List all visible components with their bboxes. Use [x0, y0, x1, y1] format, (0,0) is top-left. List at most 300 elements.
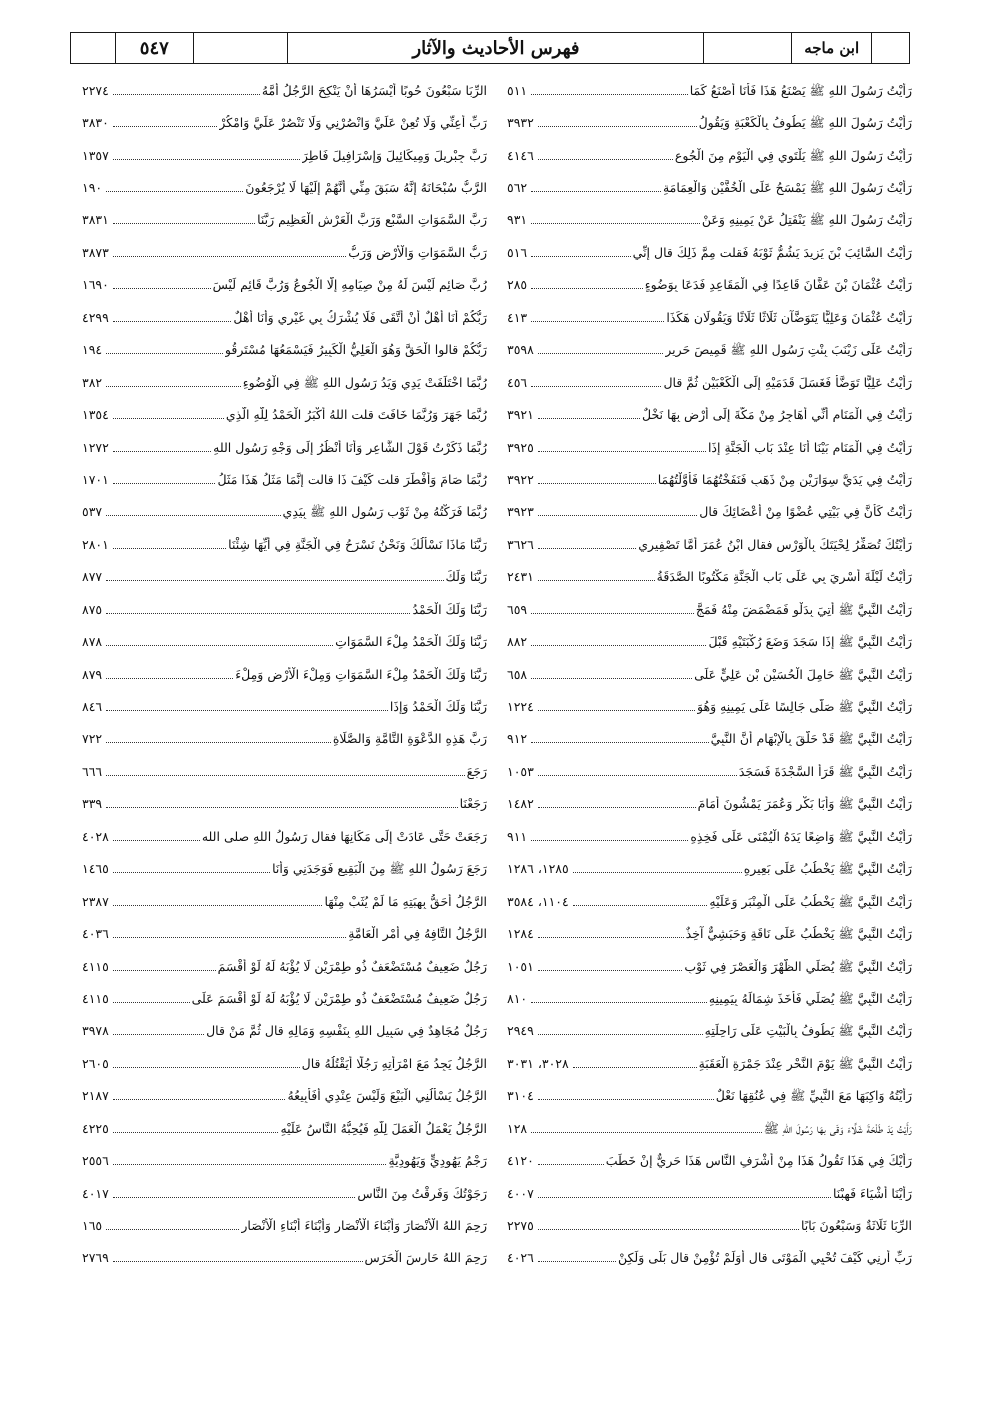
index-entry [507, 463, 912, 495]
hadith-reference-number: ٣٠٢٨، ٣٠٣١ [507, 1055, 569, 1071]
leader-dots [106, 353, 223, 354]
leader-dots [531, 288, 643, 289]
hadith-incipit: رَبُّكُمْ أَنَا أَهْلٌ أَنْ أُتَّقَى فَلَا يُشْرَكُ بِي غَيْرِي وَأَنَا أَهْلٌ [233, 309, 487, 325]
leader-dots [573, 1067, 697, 1068]
hadith-incipit: رَجَعَ رَسُولُ اللهِ ﷺ مِنَ الْبَقِيعِ فَوَجَدَنِي وَأَنَا [272, 861, 487, 877]
index-entry [82, 366, 487, 398]
hadith-incipit: رَجَعَ [466, 763, 487, 779]
hadith-reference-number: ٣٩٧٨ [82, 1023, 109, 1039]
index-entry [82, 1209, 487, 1241]
leader-dots [573, 872, 742, 873]
index-entry [82, 593, 487, 625]
leader-dots [573, 905, 708, 906]
hadith-reference-number: ٤٠٢٦ [507, 1250, 534, 1266]
hadith-incipit: رَأَيْتُ النَّبِيَّ ﷺ يُصَلِّي الظُّهْرَ وَالْعَصْرَ فِي ثَوْبٍ [684, 958, 912, 974]
page-number: ٥٤٧ [116, 33, 194, 63]
hadith-reference-number: ١٢٨٥، ١٢٨٦ [507, 861, 569, 877]
page-header [70, 32, 910, 64]
index-entry [82, 820, 487, 852]
hadith-reference-number: ٢٩٤٩ [507, 1023, 534, 1039]
hadith-reference-number: ٣٨٢ [82, 374, 103, 390]
index-entry [82, 1015, 487, 1047]
leader-dots [113, 159, 300, 160]
hadith-incipit: رَبِّ أَعِنِّي وَلَا تُعِنْ عَلَيَّ وَانْصُرْنِي وَلَا تَنْصُرْ عَلَيَّ وَامْكُرْ [219, 115, 487, 131]
hadith-reference-number: ٣٩٣٢ [507, 115, 534, 131]
leader-dots [531, 840, 688, 841]
hadith-reference-number: ٤٠٣٦ [82, 926, 109, 942]
leader-dots [113, 1002, 190, 1003]
hadith-reference-number: ٨١٠ [507, 990, 528, 1006]
hadith-reference-number: ٢٨٠١ [82, 536, 109, 552]
index-entry [82, 398, 487, 430]
hadith-incipit: رَبَّ السَّمَوَاتِ السَّبْعِ وَرَبَّ الْعَرْشِ الْعَظِيمِ رَبَّنَا [257, 212, 487, 228]
hadith-incipit: رَبُّ السَّمَوَاتِ وَالْأَرْضِ وَرَبُّ [348, 244, 487, 260]
index-entry [82, 431, 487, 463]
index-columns [82, 74, 912, 1274]
hadith-reference-number: ٥٦٢ [507, 180, 528, 196]
index-entry [82, 106, 487, 138]
hadith-incipit: الرِّبَا سَبْعُونَ حُوبًا أَيْسَرُهَا أَنْ يَنْكِحَ الرَّجُلُ أُمَّهُ [261, 82, 487, 98]
leader-dots [113, 418, 224, 419]
hadith-incipit: رَأَيْتُ النَّبِيَّ ﷺ يَطُوفُ بِالْبَيْتِ عَلَى رَاحِلَتِهِ [704, 1023, 912, 1039]
leader-dots [113, 1197, 355, 1198]
hadith-incipit: رَأَيْتُ فِي الْمَنَامِ بَيْنَا أَنَا عِنْدَ بَابِ الْجَنَّةِ إِذَا [707, 439, 912, 455]
leader-dots [106, 1229, 239, 1230]
hadith-reference-number: ٨٧٨ [82, 634, 103, 650]
hadith-incipit: رَأَيْتُ كَأَنَّ فِي بَيْتِي عُضْوًا مِنْ أَعْضَائِكَ قال [699, 504, 912, 520]
hadith-incipit: رُبَّمَا جَهَرَ وَرُبَّمَا خَافَتَ قلت اللهُ أَكْبَرُ الْحَمْدُ لِلَّهِ الَّذِي [225, 407, 487, 423]
hadith-incipit: رَأَيْتُ النَّبِيَّ ﷺ يَخْطُبُ عَلَى الْمِنْبَرِ وَعَلَيْهِ [709, 893, 912, 909]
index-entry [507, 1209, 912, 1241]
header-blank-cell [71, 33, 116, 63]
hadith-reference-number: ١٢٢٤ [507, 699, 534, 715]
hadith-incipit: رَأَيْتُ عُثْمَانَ وَعَلِيًّا يَتَوَضَّآنِ ثَلَاثًا ثَلَاثًا وَيَقُولَانِ هَكَذَا [666, 309, 912, 325]
index-entry [82, 1047, 487, 1079]
hadith-incipit: رَبَّنَا مَاذَا نَسْأَلُكَ وَنَحْنُ نَسْرَحُ فِي الْجَنَّةِ فِي أَيِّهَا شِئْنَا [228, 536, 487, 552]
index-entry [507, 1242, 912, 1274]
index-entry [507, 528, 912, 560]
hadith-incipit: رَأَيْتُ النَّبِيَّ ﷺ يُصَلِّي فَأَخَذَ شِمَالَهُ بِيَمِينِهِ [708, 990, 912, 1006]
index-entry [82, 561, 487, 593]
hadith-reference-number: ٨٧٩ [82, 666, 103, 682]
index-entry [507, 1015, 912, 1047]
index-entry [507, 982, 912, 1014]
leader-dots [113, 1261, 363, 1262]
leader-dots [538, 515, 697, 516]
hadith-reference-number: ٧٢٢ [82, 731, 103, 747]
hadith-reference-number: ١٤٨٢ [507, 796, 534, 812]
hadith-reference-number: ٩١١ [507, 828, 528, 844]
index-entry [82, 853, 487, 885]
hadith-reference-number: ٦٦٦ [82, 763, 103, 779]
hadith-reference-number: ١١٠٤، ٣٥٨٤ [507, 893, 569, 909]
header-blank-cell [704, 33, 792, 63]
leader-dots [538, 1229, 799, 1230]
index-entry [507, 269, 912, 301]
hadith-incipit: رُبَّمَا ذَكَرْتُ قَوْلَ الشَّاعِرِ وَأَنَا أَنْظُرُ إِلَى وَجْهِ رَسُولِ اللهِ [213, 439, 487, 455]
leader-dots [531, 1002, 707, 1003]
hadith-incipit: رَجَعَتْ حَتَّى عَادَتْ إِلَى مَكَانِهَا فقال رَسُولُ اللهِ صلى الله [201, 828, 487, 844]
hadith-reference-number: ٤٠٢٨ [82, 828, 109, 844]
hadith-incipit: رَأَيْتُ النَّبِيَّ ﷺ أُتِيَ بِدَلْوٍ فَمَضْمَضَ مِنْهُ فَمَجَّ [695, 601, 912, 617]
page-title: فهرس الأحاديث والآثار [288, 33, 704, 63]
hadith-reference-number: ٢٨٥ [507, 277, 528, 293]
hadith-reference-number: ٢٥٥٦ [82, 1153, 109, 1169]
index-entry [82, 301, 487, 333]
index-entry [507, 593, 912, 625]
hadith-incipit: رَأَيْتُ النَّبِيَّ ﷺ وَأَبَا بَكْرٍ وَعُمَرَ يَمْشُونَ أَمَامَ [697, 796, 912, 812]
leader-dots [113, 1132, 279, 1133]
index-entry [507, 561, 912, 593]
hadith-reference-number: ٩١٢ [507, 731, 528, 747]
hadith-reference-number: ٣٥٩٨ [507, 342, 534, 358]
hadith-reference-number: ٤١٣ [507, 309, 528, 325]
index-entry [507, 301, 912, 333]
hadith-incipit: رَبِّ أَرِنِي كَيْفَ تُحْيِي الْمَوْتَى قال أَوَلَمْ تُؤْمِنْ قال بَلَى وَلَكِنْ [617, 1250, 912, 1266]
index-entry [82, 204, 487, 236]
hadith-reference-number: ١٤٦٥ [82, 861, 109, 877]
hadith-incipit: رَأَيْتُ السَّائِبَ بْنَ يَزِيدَ يَشُمُّ ثَوْبَهُ فَقلت مِمَّ ذَلِكَ قال إِنِّي [632, 244, 912, 260]
hadith-reference-number: ٥١١ [507, 82, 528, 98]
leader-dots [113, 321, 232, 322]
index-entry [82, 236, 487, 268]
hadith-incipit: رَأَيْتُكَ تُصَفِّرُ لِحْيَتَكَ بِالْوَرْسِ فقال ابْنُ عُمَرَ أَمَّا تَصْفِيرِي [638, 536, 912, 552]
leader-dots [106, 645, 333, 646]
hadith-reference-number: ٣٨٧٣ [82, 244, 109, 260]
leader-dots [538, 1197, 831, 1198]
index-entry [82, 917, 487, 949]
hadith-incipit: رَأَيْتُ يَدَ طَلْحَةَ شَلَّاءَ وَقَى بِهَا رَسُولَ اللهِ ﷺ [763, 1120, 912, 1136]
hadith-reference-number: ٥٣٧ [82, 504, 103, 520]
hadith-reference-number: ١٣٥٤ [82, 407, 109, 423]
leader-dots [538, 1164, 604, 1165]
leader-dots [106, 191, 243, 192]
index-entry [82, 885, 487, 917]
hadith-incipit: رَأَيْتُ النَّبِيَّ ﷺ يَوْمَ النَّحْرِ عِنْدَ جَمْرَةِ الْعَقَبَةِ [698, 1055, 912, 1071]
index-entry [507, 398, 912, 430]
leader-dots [531, 191, 661, 192]
hadith-incipit: رَأَيْتُ فِي الْمَنَامِ أَنِّي أُهَاجِرُ مِنْ مَكَّةَ إِلَى أَرْضٍ بِهَا نَخْلٌ [642, 407, 912, 423]
hadith-incipit: رَجُلٌ مُجَاهِدٌ فِي سَبِيلِ اللهِ بِنَفْسِهِ وَمَالِهِ قال ثُمَّ مَنْ قال [206, 1023, 487, 1039]
index-entry [507, 139, 912, 171]
hadith-incipit: رَجُلٌ ضَعِيفٌ مُسْتَضْعَفٌ ذُو طِمْرَيْنِ لَا يُؤْبَهُ لَهُ لَوْ أَقْسَمَ [217, 958, 487, 974]
hadith-incipit: رَأَيْتُ رَسُولَ اللهِ ﷺ يَمْسَحُ عَلَى الْخُفَّيْنِ وَالْعِمَامَةِ [662, 180, 912, 196]
hadith-incipit: الرَّجُلُ التَّافِهُ فِي أَمْرِ الْعَامَّةِ [348, 926, 487, 942]
book-name: ابن ماجه [792, 33, 872, 63]
leader-dots [113, 94, 260, 95]
hadith-reference-number: ٤٠١٧ [82, 1185, 109, 1201]
hadith-incipit: رَأَيْتُ النَّبِيَّ ﷺ وَاضِعًا يَدَهُ الْيُمْنَى عَلَى فَخِذِهِ [690, 828, 912, 844]
hadith-incipit: رَأَيْنَا أَشْيَاءَ فَهِبْنَا [832, 1185, 912, 1201]
leader-dots [106, 775, 464, 776]
leader-dots [113, 548, 226, 549]
index-entry [82, 788, 487, 820]
hadith-reference-number: ٤١٤٦ [507, 147, 534, 163]
leader-dots [113, 1067, 300, 1068]
index-entry [82, 723, 487, 755]
hadith-incipit: رَأَيْتُ رَسُولَ اللهِ ﷺ يَصْنَعُ هَذَا فَأَنَا أَصْنَعُ كَمَا [689, 82, 912, 98]
hadith-incipit: رَأَيْتُ رَسُولَ اللهِ ﷺ يَلْتَوِي فِي الْيَوْمِ مِنَ الْجُوعِ [674, 147, 912, 163]
hadith-reference-number: ١٩٠ [82, 180, 103, 196]
hadith-incipit: رَأَيْتُهُ وَاكِبَهَا مَعَ النَّبِيِّ ﷺ فِي عُنُقِهَا نَعْلٌ [715, 1088, 912, 1104]
leader-dots [538, 548, 636, 549]
leader-dots [538, 159, 673, 160]
leader-dots [113, 937, 346, 938]
hadith-incipit: رَأَيْتُ لَيْلَةَ أُسْرِيَ بِي عَلَى بَابِ الْجَنَّةِ مَكْتُوبًا الصَّدَقَةُ [656, 569, 912, 585]
leader-dots [531, 94, 688, 95]
index-entry [507, 334, 912, 366]
index-entry [82, 658, 487, 690]
index-entry [82, 1177, 487, 1209]
leader-dots [538, 1034, 703, 1035]
hadith-incipit: رَجْمُ يَهُودِيٍّ وَيَهُودِيَّةٍ [388, 1153, 487, 1169]
hadith-incipit: رَبَّنَا وَلَكَ الْحَمْدُ مِلْءَ السَّمَوَاتِ [335, 634, 487, 650]
hadith-incipit: رَأَيْكَ فِي هَذَا تَقُولُ هَذَا مِنْ أَشْرَفِ النَّاسِ هَذَا حَرِيٌّ إِنْ خَطَبَ [605, 1153, 912, 1169]
hadith-incipit: رَأَيْتُ النَّبِيَّ ﷺ صَلَّى جَالِسًا عَلَى يَمِينِهِ وَهُوَ [697, 699, 912, 715]
leader-dots [531, 223, 700, 224]
hadith-incipit: رَأَيْتُ رَسُولَ اللهِ ﷺ يَنْفَتِلُ عَنْ يَمِينِهِ وَعَنْ [701, 212, 912, 228]
index-entry [507, 917, 912, 949]
index-entry [82, 463, 487, 495]
hadith-incipit: رَأَيْتُ عُثْمَانَ بْنَ عَفَّانَ قَاعِدًا فِي الْمَقَاعِدِ فَدَعَا بِوَضُوءٍ [644, 277, 912, 293]
index-entry [82, 950, 487, 982]
index-entry [82, 1144, 487, 1176]
index-entry [507, 625, 912, 657]
leader-dots [106, 742, 331, 743]
hadith-reference-number: ٣٨٣٠ [82, 115, 109, 131]
hadith-reference-number: ٤٢٩٩ [82, 309, 109, 325]
hadith-incipit: رَحِمَ اللهُ الْأَنْصَارَ وَأَبْنَاءَ الْأَنْصَارِ وَأَبْنَاءَ أَبْنَاءِ الْأَنْصَارِ [241, 1218, 487, 1234]
index-entry [82, 496, 487, 528]
hadith-reference-number: ١٢٨ [507, 1120, 528, 1136]
index-entry [507, 690, 912, 722]
hadith-incipit: رُبَّمَا صَامَ وَأَفْطَرَ قلت كَيْفَ ذَا قالت إِنَّمَا مَثَلُ هَذَا مَثَلُ [217, 471, 487, 487]
hadith-incipit: رَبَّنَا وَلَكَ الْحَمْدُ مِلْءَ السَّمَوَاتِ وَمِلْءَ الْأَرْضِ وَمِلْءَ [235, 666, 487, 682]
hadith-reference-number: ٢٧٦٩ [82, 1250, 109, 1266]
hadith-reference-number: ١٩٤ [82, 342, 103, 358]
index-entry [507, 236, 912, 268]
leader-dots [113, 970, 216, 971]
hadith-incipit: الرَّجُلُ يَعْمَلُ الْعَمَلَ لِلَّهِ فَيُحِبُّهُ النَّاسُ عَلَيْهِ [280, 1120, 487, 1136]
hadith-reference-number: ٣٣٩ [82, 796, 103, 812]
leader-dots [113, 223, 255, 224]
leader-dots [538, 1261, 616, 1262]
hadith-incipit: رَأَيْتُ رَسُولَ اللهِ ﷺ يَطُوفُ بِالْكَعْبَةِ وَيَقُولُ [698, 115, 912, 131]
leader-dots [106, 678, 233, 679]
index-entry [507, 885, 912, 917]
hadith-reference-number: ٣٨٣١ [82, 212, 109, 228]
index-entry [82, 625, 487, 657]
index-entry [82, 269, 487, 301]
index-entry [82, 74, 487, 106]
leader-dots [113, 288, 211, 289]
index-entry [507, 204, 912, 236]
leader-dots [113, 126, 217, 127]
leader-dots [113, 256, 346, 257]
leader-dots [113, 840, 200, 841]
hadith-reference-number: ٩٣١ [507, 212, 528, 228]
hadith-incipit: رَأَيْتُ عَلِيًّا تَوَضَّأَ فَغَسَلَ قَدَمَيْهِ إِلَى الْكَعْبَيْنِ ثُمَّ قال [663, 374, 912, 390]
index-entry [507, 788, 912, 820]
right-column [507, 74, 912, 1274]
hadith-incipit: رَأَيْتُ النَّبِيَّ ﷺ يَخْطُبُ عَلَى بَعِيرِهِ [743, 861, 912, 877]
hadith-incipit: رَبَّنَا وَلَكَ [445, 569, 487, 585]
hadith-reference-number: ٥١٦ [507, 244, 528, 260]
hadith-reference-number: ٣٩٢٥ [507, 439, 534, 455]
hadith-reference-number: ٣٩٢١ [507, 407, 534, 423]
index-entry [507, 496, 912, 528]
hadith-incipit: رُبَّمَا اخْتَلَفَتْ يَدِي وَيَدُ رَسُولِ اللهِ ﷺ فِي الْوُضُوءِ [242, 374, 487, 390]
leader-dots [531, 321, 664, 322]
hadith-incipit: رَحِمَ اللهُ حَارِسَ الْحَرَسِ [364, 1250, 487, 1266]
leader-dots [113, 1099, 286, 1100]
hadith-reference-number: ٣١٠٤ [507, 1088, 534, 1104]
leader-dots [538, 710, 695, 711]
leader-dots [538, 126, 697, 127]
index-entry [507, 431, 912, 463]
leader-dots [538, 970, 682, 971]
leader-dots [538, 580, 655, 581]
hadith-incipit: رَبَّ هَذِهِ الدَّعْوَةِ التَّامَّةِ وَالصَّلَاةِ [332, 731, 487, 747]
hadith-incipit: الرَّجُلُ أَحَقُّ بِهِبَتِهِ مَا لَمْ يُثَبْ مِنْهَا [324, 893, 487, 909]
hadith-reference-number: ٨٤٦ [82, 699, 103, 715]
hadith-incipit: رَجُلٌ ضَعِيفٌ مُسْتَضْعَفٌ ذُو طِمْرَيْنِ لَا يُؤْبَهُ لَهُ لَوْ أَقْسَمَ عَلَى [191, 990, 487, 1006]
hadith-reference-number: ٨٧٧ [82, 569, 103, 585]
hadith-reference-number: ١٢٨٤ [507, 926, 534, 942]
index-entry [82, 1112, 487, 1144]
hadith-incipit: رَأَيْتُ النَّبِيَّ ﷺ حَامِلَ الْحُسَيْنِ بْنِ عَلِيٍّ عَلَى [694, 666, 912, 682]
hadith-incipit: الرَّجُلُ يَسْأَلُنِي الْبَيْعَ وَلَيْسَ عِنْدِي أَفَأَبِيعُهُ [287, 1088, 487, 1104]
hadith-reference-number: ٤٢٢٥ [82, 1120, 109, 1136]
leader-dots [531, 613, 694, 614]
leader-dots [538, 1099, 714, 1100]
leader-dots [113, 451, 211, 452]
leader-dots [538, 418, 640, 419]
hadith-reference-number: ٢٤٣١ [507, 569, 534, 585]
hadith-reference-number: ١٦٩٠ [82, 277, 109, 293]
hadith-reference-number: ٤٠٠٧ [507, 1185, 534, 1201]
leader-dots [113, 483, 216, 484]
hadith-reference-number: ٨٧٥ [82, 601, 103, 617]
index-entry [82, 755, 487, 787]
leader-dots [113, 1164, 387, 1165]
leader-dots [113, 905, 323, 906]
index-entry [507, 755, 912, 787]
leader-dots [106, 515, 280, 516]
leader-dots [538, 937, 684, 938]
leader-dots [538, 775, 737, 776]
leader-dots [106, 580, 443, 581]
hadith-incipit: رَبَّنَا وَلَكَ الْحَمْدُ [412, 601, 487, 617]
hadith-reference-number: ٣٦٢٦ [507, 536, 534, 552]
index-entry [82, 1080, 487, 1112]
hadith-incipit: رَجَوْتُكَ وَفَرِقْتُ مِنَ النَّاسِ [357, 1185, 487, 1201]
index-entry [507, 1144, 912, 1176]
hadith-incipit: رَأَيْتُ عَلَى زَيْنَبَ بِنْتِ رَسُولِ اللهِ ﷺ قَمِيصَ حَرِيرٍ [665, 342, 912, 358]
hadith-reference-number: ٦٥٩ [507, 601, 528, 617]
hadith-reference-number: ٢٢٧٥ [507, 1218, 534, 1234]
index-entry [507, 1112, 912, 1144]
hadith-reference-number: ٣٩٢٢ [507, 471, 534, 487]
hadith-reference-number: ٢١٨٧ [82, 1088, 109, 1104]
header-blank-cell [872, 33, 909, 63]
leader-dots [538, 353, 663, 354]
hadith-incipit: رَأَيْتُ النَّبِيَّ ﷺ إِذَا سَجَدَ وَضَعَ رُكْبَتَيْهِ قَبْلَ [708, 634, 912, 650]
leader-dots [531, 256, 631, 257]
index-entry [507, 723, 912, 755]
index-entry [507, 366, 912, 398]
hadith-reference-number: ٤٥٦ [507, 374, 528, 390]
index-entry [82, 139, 487, 171]
hadith-incipit: رَأَيْتُ النَّبِيَّ ﷺ قَرَأَ السَّجْدَةَ فَسَجَدَ [738, 763, 912, 779]
index-entry [507, 171, 912, 203]
leader-dots [531, 742, 708, 743]
leader-dots [531, 1132, 762, 1133]
hadith-reference-number: ٢٣٨٧ [82, 893, 109, 909]
leader-dots [106, 710, 388, 711]
index-entry [507, 820, 912, 852]
hadith-reference-number: ١٣٥٧ [82, 147, 109, 163]
hadith-reference-number: ١٦٥ [82, 1218, 103, 1234]
index-entry [507, 1080, 912, 1112]
index-entry [82, 171, 487, 203]
hadith-incipit: رَبُّكُمْ قالوا الْحَقَّ وَهُوَ الْعَلِيُّ الْكَبِيرُ فَيَسْمَعُهَا مُسْتَرِقُو [224, 342, 487, 358]
hadith-reference-number: ١٧٠١ [82, 471, 109, 487]
hadith-incipit: الرِّبَا ثَلَاثَةٌ وَسَبْعُونَ بَابًا [800, 1218, 912, 1234]
index-entry [82, 334, 487, 366]
header-blank-cell [194, 33, 289, 63]
leader-dots [531, 645, 706, 646]
index-entry [507, 853, 912, 885]
hadith-reference-number: ٢٢٧٤ [82, 82, 109, 98]
hadith-reference-number: ٤١٢٠ [507, 1153, 534, 1169]
leader-dots [531, 678, 692, 679]
index-entry [507, 1177, 912, 1209]
hadith-incipit: رَأَيْتُ النَّبِيَّ ﷺ يَخْطُبُ عَلَى نَاقَةٍ وَحَبَشِيٌّ آخِذٌ [685, 926, 912, 942]
leader-dots [538, 483, 656, 484]
hadith-reference-number: ٨٨٢ [507, 634, 528, 650]
hadith-incipit: رُبَّمَا فَرَكْتُهُ مِنْ ثَوْبِ رَسُولِ اللهِ ﷺ بِيَدِي [282, 504, 487, 520]
index-entry [507, 74, 912, 106]
leader-dots [113, 1034, 204, 1035]
hadith-incipit: رَجَعْنَا [459, 796, 487, 812]
hadith-incipit: رَبَّ جِبْرِيلَ وَمِيكَائِيلَ وَإِسْرَافِيلَ فَاطِرَ [301, 147, 487, 163]
hadith-reference-number: ٦٥٨ [507, 666, 528, 682]
leader-dots [106, 613, 410, 614]
leader-dots [106, 386, 241, 387]
leader-dots [113, 872, 270, 873]
left-column [82, 74, 487, 1274]
hadith-reference-number: ١٠٥٣ [507, 763, 534, 779]
hadith-incipit: رُبَّ صَائِمٍ لَيْسَ لَهُ مِنْ صِيَامِهِ إِلَّا الْجُوعُ وَرُبَّ قَائِمٍ لَيْسَ [212, 277, 487, 293]
leader-dots [538, 807, 696, 808]
leader-dots [538, 451, 706, 452]
leader-dots [106, 807, 457, 808]
hadith-incipit: رَأَيْتُ النَّبِيَّ ﷺ قَدْ حَلَّقَ بِالْإِبْهَامِ أَنَّ النَّبِيَّ [710, 731, 912, 747]
hadith-reference-number: ٤١١٥ [82, 990, 109, 1006]
hadith-reference-number: ٤١١٥ [82, 958, 109, 974]
leader-dots [531, 386, 661, 387]
hadith-reference-number: ١٢٧٢ [82, 439, 109, 455]
hadith-incipit: رَأَيْتُ فِي يَدَيَّ سِوَارَيْنِ مِنْ ذَهَبٍ فَنَفَخْتُهُمَا فَأَوَّلْتُهُمَا [657, 471, 912, 487]
index-entry [507, 658, 912, 690]
index-entry [82, 1242, 487, 1274]
index-entry [507, 106, 912, 138]
hadith-incipit: رَبَّنَا وَلَكَ الْحَمْدُ وَإِذَا [389, 699, 487, 715]
index-entry [82, 982, 487, 1014]
hadith-reference-number: ٢٦٠٥ [82, 1055, 109, 1071]
index-entry [507, 1047, 912, 1079]
